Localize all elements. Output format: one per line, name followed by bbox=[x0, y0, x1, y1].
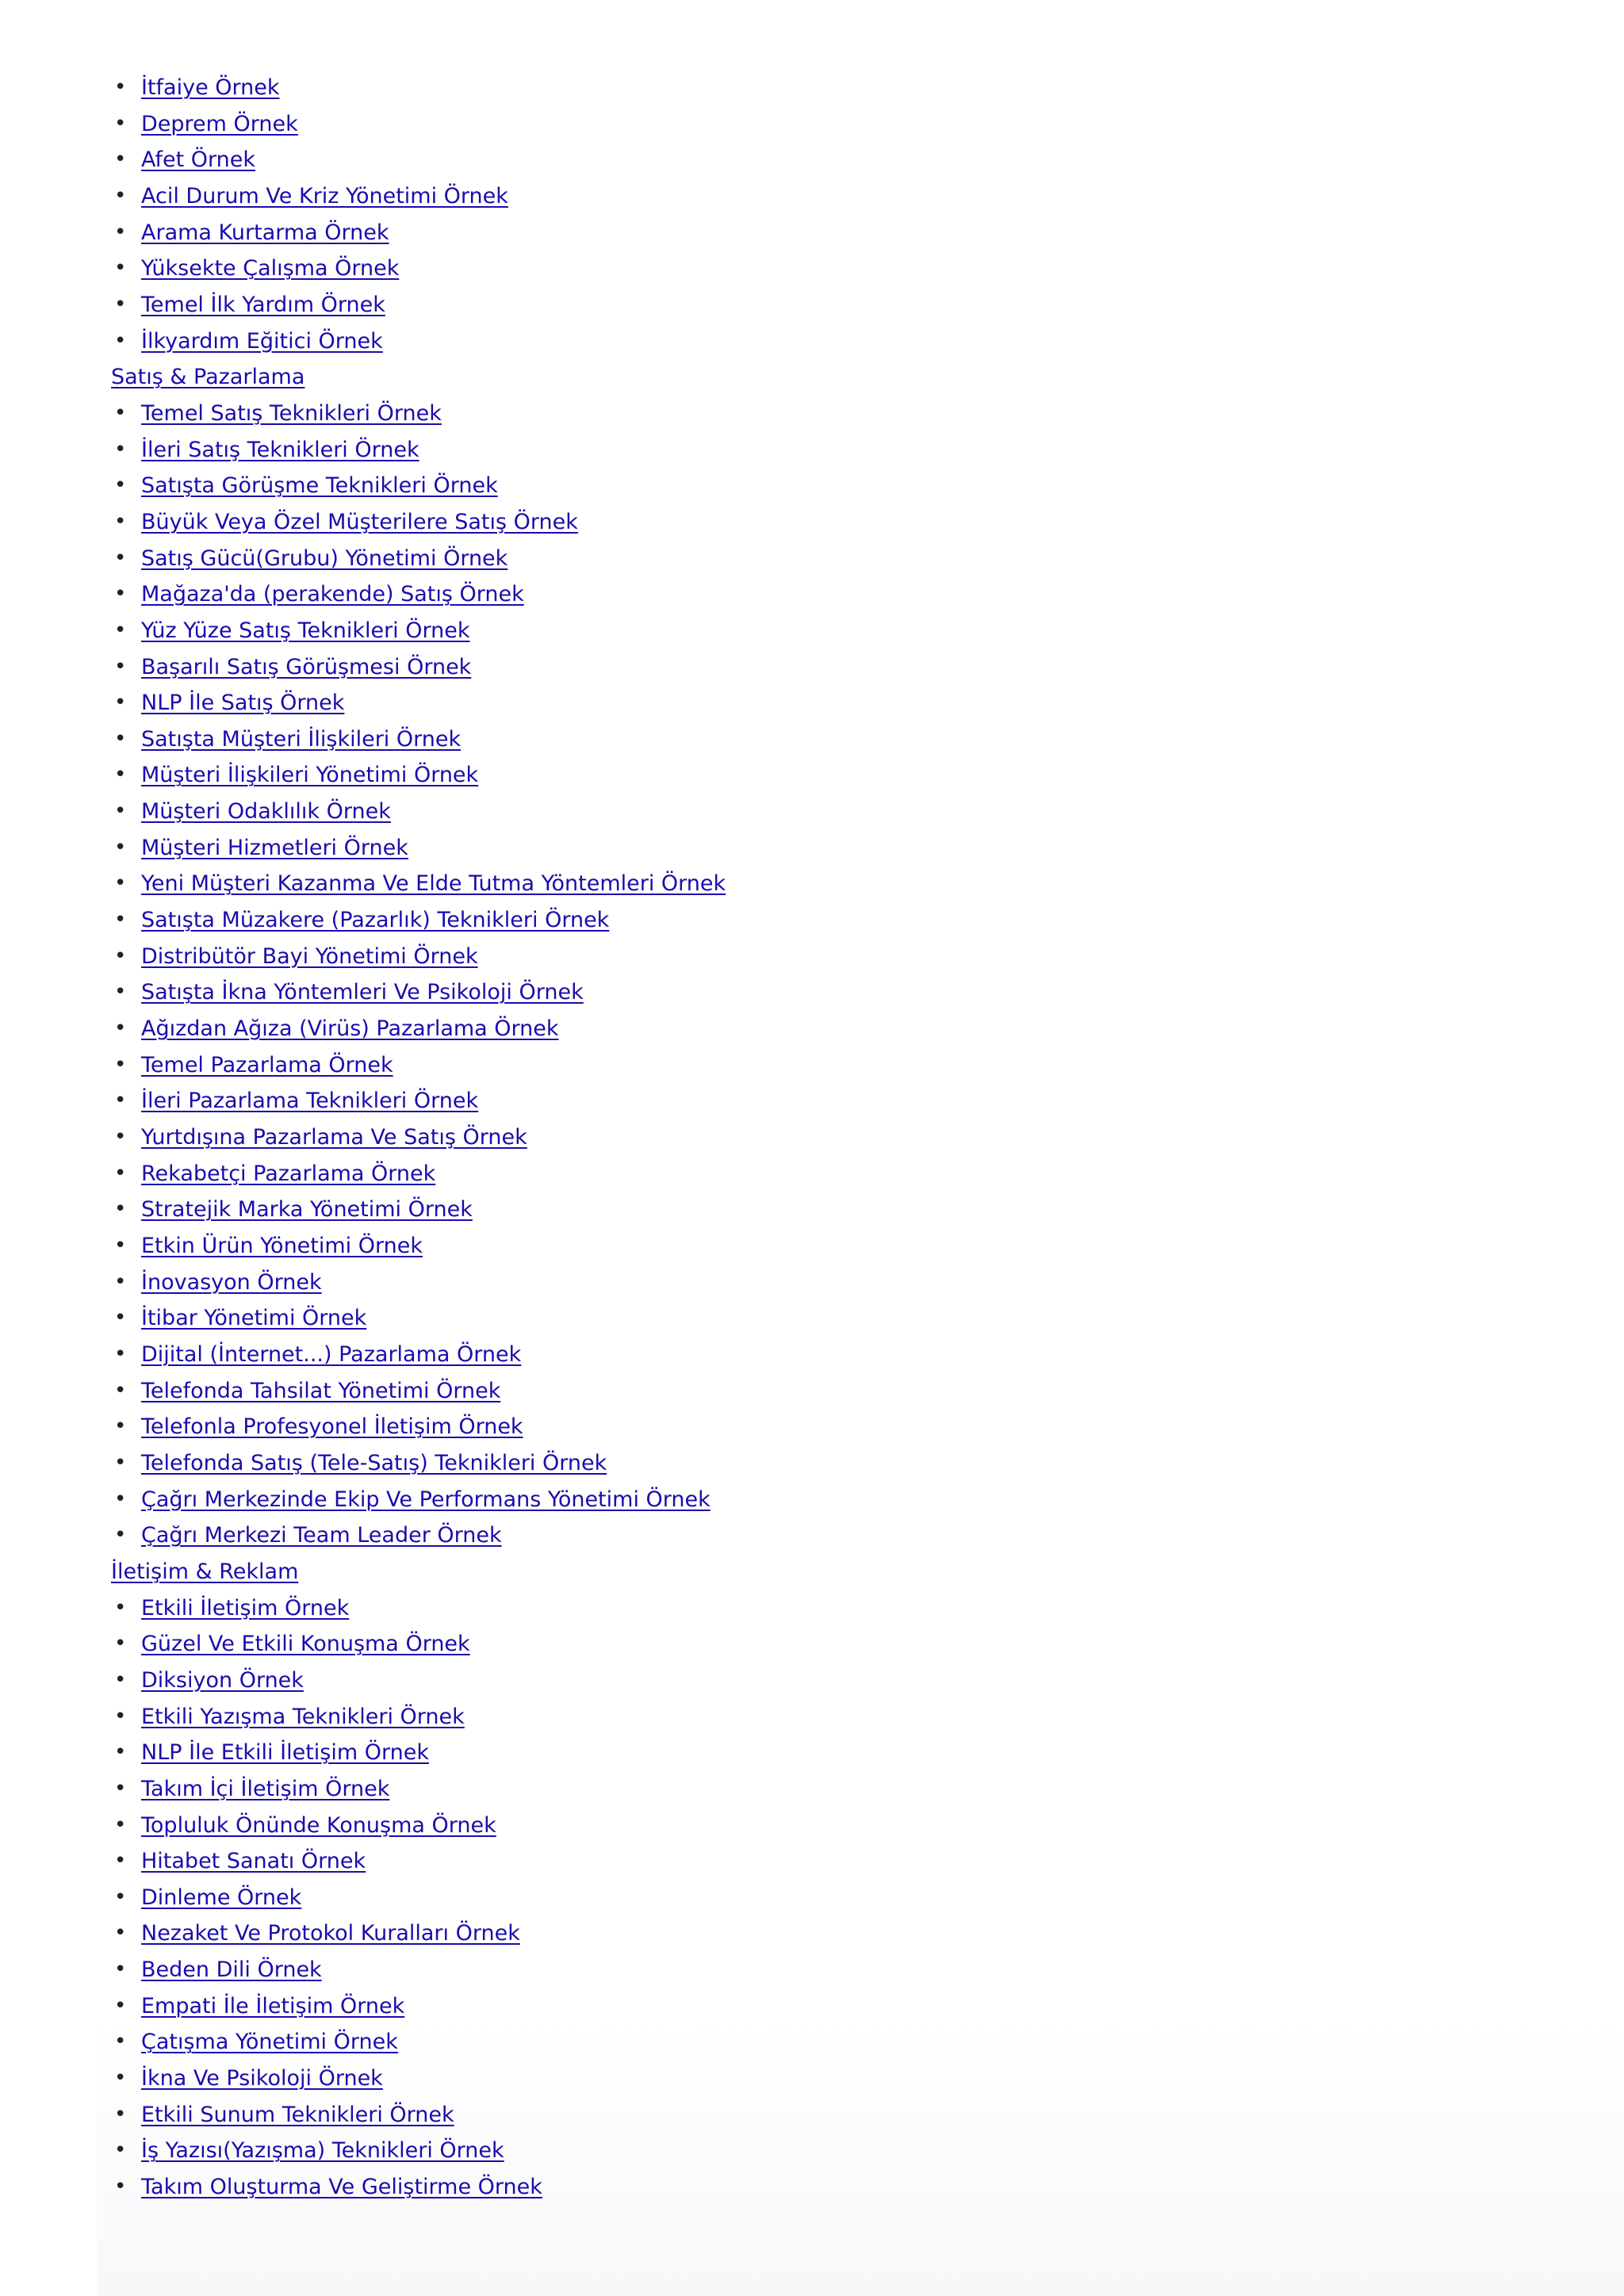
course-link[interactable]: Yüksekte Çalışma Örnek bbox=[141, 256, 400, 281]
list-item bbox=[111, 287, 1538, 323]
bullet-icon: • bbox=[114, 400, 127, 425]
list-item bbox=[111, 939, 1538, 975]
list-item bbox=[111, 1843, 1538, 1880]
course-link[interactable]: Arama Kurtarma Örnek bbox=[141, 220, 389, 245]
course-link[interactable]: Satışta Görüşme Teknikleri Örnek bbox=[141, 473, 498, 499]
course-link[interactable]: İleri Pazarlama Teknikleri Örnek bbox=[141, 1089, 479, 1114]
course-link[interactable]: Yüz Yüze Satış Teknikleri Örnek bbox=[141, 618, 470, 643]
bullet-icon: • bbox=[114, 1125, 127, 1150]
course-link[interactable]: Topluluk Önünde Konuşma Örnek bbox=[141, 1812, 496, 1838]
bullet-icon: • bbox=[114, 292, 127, 316]
list-item bbox=[111, 1880, 1538, 1916]
course-link[interactable]: Takım Oluşturma Ve Geliştirme Örnek bbox=[141, 2175, 542, 2200]
bullet-icon: • bbox=[114, 726, 127, 751]
course-link[interactable]: Nezaket Ve Protokol Kuralları Örnek bbox=[141, 1921, 520, 1946]
course-link[interactable]: Etkili Sunum Teknikleri Örnek bbox=[141, 2102, 454, 2127]
course-link[interactable]: İnovasyon Örnek bbox=[141, 1269, 322, 1295]
list-item bbox=[111, 1808, 1538, 1844]
list-item bbox=[111, 251, 1538, 287]
bullet-icon: • bbox=[114, 220, 127, 244]
list-item bbox=[111, 685, 1538, 721]
course-link[interactable]: İkna Ve Psikoloji Örnek bbox=[141, 2066, 383, 2091]
bullet-icon: • bbox=[114, 1269, 127, 1294]
bullet-icon: • bbox=[114, 1993, 127, 2018]
bullet-icon: • bbox=[114, 1197, 127, 1222]
bullet-icon: • bbox=[114, 654, 127, 679]
bullet-icon: • bbox=[114, 691, 127, 715]
bullet-icon: • bbox=[114, 871, 127, 896]
course-link[interactable]: Takım İçi İletişim Örnek bbox=[141, 1776, 390, 1801]
list-item bbox=[111, 1409, 1538, 1445]
bullet-icon: • bbox=[114, 943, 127, 968]
course-link[interactable]: Afet Örnek bbox=[141, 147, 256, 173]
bullet-icon: • bbox=[114, 1921, 127, 1946]
course-link[interactable]: Stratejik Marka Yönetimi Örnek bbox=[141, 1197, 473, 1223]
bullet-icon: • bbox=[114, 1812, 127, 1837]
course-link[interactable]: İleri Satış Teknikleri Örnek bbox=[141, 437, 419, 462]
course-link[interactable]: Satışta İkna Yöntemleri Ve Psikoloji Örnek bbox=[141, 980, 584, 1005]
course-link[interactable]: Müşteri Odaklılık Örnek bbox=[141, 799, 391, 825]
list-item bbox=[111, 2133, 1538, 2169]
category-link-satis-pazarlama[interactable]: Satış & Pazarlama bbox=[111, 365, 305, 390]
course-link[interactable]: Satışta Müşteri İlişkileri Örnek bbox=[141, 726, 462, 752]
bullet-icon: • bbox=[114, 908, 127, 932]
course-link[interactable]: Temel İlk Yardım Örnek bbox=[141, 292, 385, 317]
list-item bbox=[111, 468, 1538, 504]
bullet-icon: • bbox=[114, 799, 127, 824]
list-item bbox=[111, 1988, 1538, 2025]
list-item bbox=[111, 178, 1538, 215]
list-item bbox=[111, 1047, 1538, 1084]
course-link[interactable]: Çağrı Merkezi Team Leader Örnek bbox=[141, 1523, 502, 1548]
course-link[interactable]: Dijital (İnternet...) Pazarlama Örnek bbox=[141, 1341, 522, 1367]
course-link[interactable]: Diksiyon Örnek bbox=[141, 1667, 304, 1693]
list-item bbox=[111, 1915, 1538, 1952]
bullet-icon: • bbox=[114, 1306, 127, 1330]
list-item bbox=[111, 1482, 1538, 1518]
course-link[interactable]: Etkili Yazışma Teknikleri Örnek bbox=[141, 1704, 465, 1729]
course-link[interactable]: Güzel Ve Etkili Konuşma Örnek bbox=[141, 1632, 470, 1657]
list-item bbox=[111, 106, 1538, 143]
list-item bbox=[111, 830, 1538, 867]
course-link[interactable]: Mağaza'da (perakende) Satış Örnek bbox=[141, 582, 524, 607]
list-item bbox=[111, 1192, 1538, 1228]
list-item bbox=[111, 323, 1538, 360]
list-item bbox=[111, 1663, 1538, 1699]
bullet-icon: • bbox=[114, 1161, 127, 1185]
bullet-icon: • bbox=[114, 437, 127, 461]
list-item bbox=[111, 1156, 1538, 1192]
course-link[interactable]: NLP İle Etkili İletişim Örnek bbox=[141, 1740, 429, 1766]
course-link[interactable]: İtibar Yönetimi Örnek bbox=[141, 1306, 367, 1331]
course-link[interactable]: Deprem Örnek bbox=[141, 111, 298, 136]
course-link[interactable]: Ağızdan Ağıza (Virüs) Pazarlama Örnek bbox=[141, 1016, 559, 1042]
bullet-icon: • bbox=[114, 328, 127, 353]
bullet-icon: • bbox=[114, 1378, 127, 1402]
bullet-icon: • bbox=[114, 1957, 127, 1982]
course-link[interactable]: Çatışma Yönetimi Örnek bbox=[141, 2030, 398, 2055]
bullet-icon: • bbox=[114, 1595, 127, 1620]
list-item bbox=[111, 142, 1538, 178]
list-item bbox=[111, 1699, 1538, 1735]
list-item bbox=[111, 1445, 1538, 1482]
list-item bbox=[111, 432, 1538, 469]
bullet-icon: • bbox=[114, 980, 127, 1004]
bullet-icon: • bbox=[114, 1740, 127, 1765]
list-item bbox=[111, 794, 1538, 830]
course-link[interactable]: Yeni Müşteri Kazanma Ve Elde Tutma Yöntemleri Örnek bbox=[141, 871, 726, 897]
bullet-icon: • bbox=[114, 1487, 127, 1511]
list-item bbox=[111, 1735, 1538, 1771]
list-item bbox=[111, 70, 1538, 106]
bullet-icon: • bbox=[114, 545, 127, 570]
bullet-icon: • bbox=[114, 835, 127, 859]
bullet-icon: • bbox=[114, 1052, 127, 1077]
bullet-icon: • bbox=[114, 1523, 127, 1548]
course-list bbox=[111, 70, 1538, 2206]
course-link[interactable]: Telefonda Satış (Tele-Satış) Teknikleri Örnek bbox=[141, 1450, 607, 1475]
list-item bbox=[111, 215, 1538, 251]
list-item bbox=[111, 649, 1538, 686]
bullet-icon: • bbox=[114, 2175, 127, 2199]
list-item bbox=[111, 1626, 1538, 1663]
course-link[interactable]: Müşteri İlişkileri Yönetimi Örnek bbox=[141, 763, 479, 788]
list-item bbox=[111, 1119, 1538, 1156]
list-item bbox=[111, 1265, 1538, 1301]
bullet-icon: • bbox=[114, 473, 127, 498]
list-item bbox=[111, 1373, 1538, 1410]
list-item bbox=[111, 2024, 1538, 2061]
bullet-icon: • bbox=[114, 1885, 127, 1909]
bullet-icon: • bbox=[114, 582, 127, 607]
list-item bbox=[111, 1228, 1538, 1265]
list-item bbox=[111, 2169, 1538, 2206]
bullet-icon: • bbox=[114, 183, 127, 208]
bullet-icon: • bbox=[114, 256, 127, 281]
course-link[interactable]: Satış Gücü(Grubu) Yönetimi Örnek bbox=[141, 545, 508, 571]
bullet-icon: • bbox=[114, 1704, 127, 1728]
course-link[interactable]: Temel Pazarlama Örnek bbox=[141, 1052, 393, 1077]
bullet-icon: • bbox=[114, 1849, 127, 1873]
list-item bbox=[111, 396, 1538, 432]
bullet-icon: • bbox=[114, 1341, 127, 1366]
bullet-icon: • bbox=[114, 1234, 127, 1257]
bullet-icon: • bbox=[114, 509, 127, 534]
bullet-icon: • bbox=[114, 618, 127, 642]
course-link[interactable]: İtfaiye Örnek bbox=[141, 75, 280, 100]
list-item bbox=[111, 504, 1538, 541]
list-item bbox=[111, 721, 1538, 758]
list-item bbox=[111, 1337, 1538, 1373]
course-link[interactable]: Rekabetçi Pazarlama Örnek bbox=[141, 1161, 436, 1186]
list-item bbox=[111, 1011, 1538, 1047]
course-link[interactable]: Dinleme Örnek bbox=[141, 1885, 302, 1910]
list-item bbox=[111, 576, 1538, 613]
course-link[interactable]: Temel Satış Teknikleri Örnek bbox=[141, 400, 442, 426]
course-link[interactable]: Müşteri Hizmetleri Örnek bbox=[141, 835, 408, 860]
course-link[interactable]: Satışta Müzakere (Pazarlık) Teknikleri Örnek bbox=[141, 908, 610, 933]
course-link[interactable]: Beden Dili Örnek bbox=[141, 1957, 322, 1983]
list-item bbox=[111, 1300, 1538, 1337]
bullet-icon: • bbox=[114, 111, 127, 136]
course-link[interactable]: Distribütör Bayi Yönetimi Örnek bbox=[141, 943, 478, 969]
course-link[interactable]: Hitabet Sanatı Örnek bbox=[141, 1849, 366, 1874]
course-link[interactable]: Telefonda Tahsilat Yönetimi Örnek bbox=[141, 1378, 501, 1403]
bullet-icon: • bbox=[114, 2030, 127, 2054]
bullet-icon: • bbox=[114, 1414, 127, 1439]
category-heading bbox=[111, 1554, 1538, 1590]
bullet-icon: • bbox=[114, 1776, 127, 1800]
course-link[interactable]: Çağrı Merkezinde Ekip Ve Performans Yönetimi Örnek bbox=[141, 1487, 710, 1512]
list-item bbox=[111, 1952, 1538, 1988]
bullet-icon: • bbox=[114, 1667, 127, 1692]
bullet-icon: • bbox=[114, 1089, 127, 1113]
list-item bbox=[111, 2061, 1538, 2097]
course-link[interactable]: Etkin Ürün Yönetimi Örnek bbox=[141, 1234, 423, 1258]
course-link[interactable]: İlkyardım Eğitici Örnek bbox=[141, 328, 383, 354]
course-link[interactable]: Başarılı Satış Görüşmesi Örnek bbox=[141, 654, 472, 679]
bullet-icon: • bbox=[114, 1632, 127, 1656]
bullet-icon: • bbox=[114, 1016, 127, 1041]
bullet-icon: • bbox=[114, 763, 127, 787]
list-item bbox=[111, 902, 1538, 939]
list-item bbox=[111, 1771, 1538, 1808]
course-link[interactable]: NLP İle Satış Örnek bbox=[141, 691, 345, 716]
list-item bbox=[111, 1517, 1538, 1554]
course-link[interactable]: Acil Durum Ve Kriz Yönetimi Örnek bbox=[141, 183, 508, 209]
list-item bbox=[111, 541, 1538, 577]
bullet-icon: • bbox=[114, 2138, 127, 2163]
course-link[interactable]: İş Yazısı(Yazışma) Teknikleri Örnek bbox=[141, 2138, 504, 2164]
list-item bbox=[111, 613, 1538, 649]
course-link[interactable]: Etkili İletişim Örnek bbox=[141, 1595, 350, 1621]
list-item bbox=[111, 1590, 1538, 1627]
bullet-icon: • bbox=[114, 1450, 127, 1475]
list-item bbox=[111, 757, 1538, 794]
course-link[interactable]: Büyük Veya Özel Müşterilere Satış Örnek bbox=[141, 509, 578, 534]
bullet-icon: • bbox=[114, 2102, 127, 2126]
category-link-iiletisim-reklam[interactable]: İletişim & Reklam bbox=[111, 1559, 299, 1584]
course-link[interactable]: Yurtdışına Pazarlama Ve Satış Örnek bbox=[141, 1125, 527, 1150]
list-item bbox=[111, 866, 1538, 902]
course-link[interactable]: Telefonla Profesyonel İletişim Örnek bbox=[141, 1414, 523, 1440]
bullet-icon: • bbox=[114, 147, 127, 172]
bullet-icon: • bbox=[114, 75, 127, 99]
bullet-icon: • bbox=[114, 2066, 127, 2091]
category-heading bbox=[111, 359, 1538, 396]
course-link[interactable]: Empati İle İletişim Örnek bbox=[141, 1993, 405, 2019]
list-item bbox=[111, 1083, 1538, 1119]
list-item bbox=[111, 974, 1538, 1011]
list-item bbox=[111, 2097, 1538, 2133]
